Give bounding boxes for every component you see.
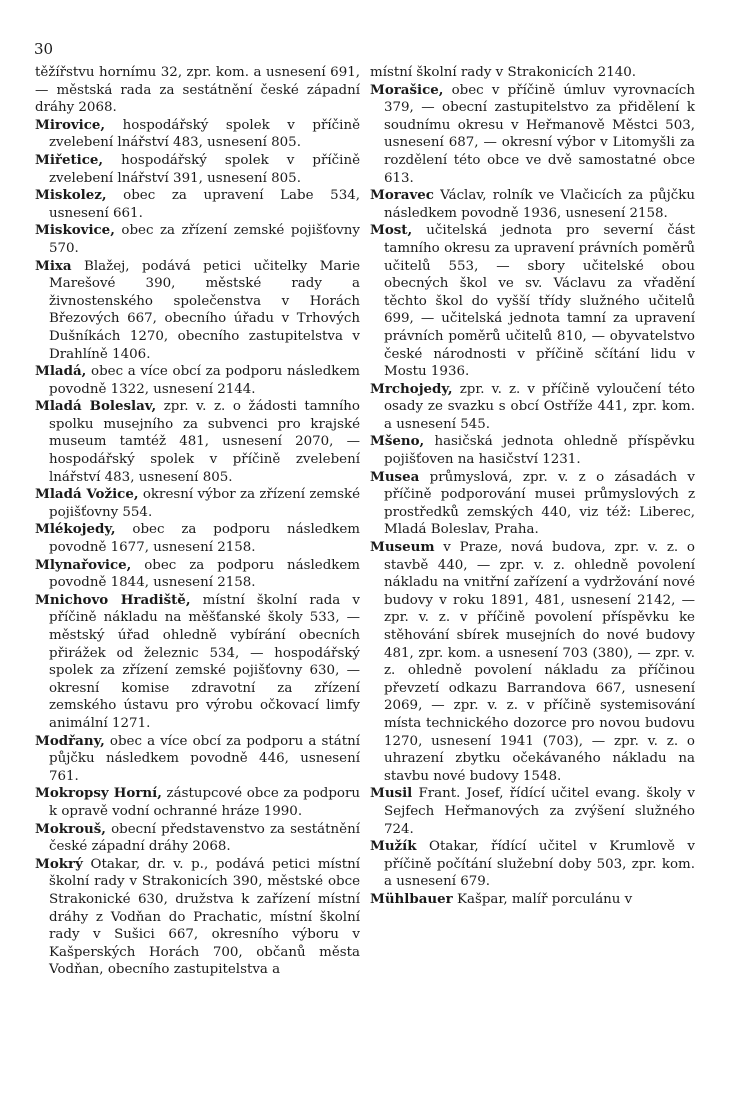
left-column: [35, 64, 360, 979]
index-entry: [35, 733, 360, 786]
entry-text: těžířstvu hornímu 32, zpr. kom. a usnesení 691, — městská rada za sestátnění české západní dráhy 2068.: [35, 65, 360, 116]
entry-text: místní školní rada v příčině nákladu na měšťanské školy 533, — městský úřad ohledně vybírání obecních přirážek od železnic 534, — hospodářský spolek za zřízení zemské pojišťovny 630, — okresní komise zdravotní za zřízení zemského ústavu pro výrobu očkovací limfy animální 1271.: [49, 592, 360, 731]
entry-heading: Mühlbauer: [370, 890, 453, 907]
entry-text: v Praze, nová budova, zpr. v. z. o stavbě 440, — zpr. v. z. ohledně povolení nákladu na vnitřní zařízení a vydržování nové budovy v roku 1891, 481, usnesení 2142, — zpr. v. z. v příčině povolení příspěvku ke stěhování sbírek musejních do nové budovy 481, zpr. kom. a usnesení 703 (380), — zpr. v. z. ohledně povolení nákladu za příčinou převzetí odkazu Barrandova 667, usnesení 2069, — zpr. v. z. v příčině systemisování místa technického dozorce pro novou budovu 1270, usnesení 1941 (703), — zpr. v. z. o uhrazení zbytku očekávaného nákladu na stavbu nové budovy 1548.: [384, 540, 695, 784]
index-entry: [35, 557, 360, 592]
entry-heading: Most,: [370, 222, 413, 239]
entry-heading: Modřany,: [35, 732, 105, 749]
entry-text: průmyslová, zpr. v. z o zásadách v příčině podporování musei průmyslových z prostředků zemských 440, viz též: Liberec, Mladá Boleslav, Praha.: [384, 469, 695, 538]
index-entry: [370, 785, 695, 838]
index-entry: [370, 222, 695, 380]
entry-heading: Morašice,: [370, 81, 444, 98]
entry-text: zpr. v. z. o žádosti tamního spolku musejního za subvenci pro krajské museum tamtéž 481, usnesení 2070, — hospodářský spolek v příčině zvelebení lnářství 483, usnesení 805.: [49, 399, 360, 485]
index-entry: [35, 486, 360, 521]
entry-text: hospodářský spolek v příčině zvelebení lnářství 483, usnesení 805.: [49, 117, 360, 151]
index-entry: [35, 856, 360, 979]
entry-text: Otakar, řídící učitel v Krumlově v příčině počítání služební doby 503, zpr. kom. a usnesení 679.: [384, 839, 695, 890]
entry-heading: Mladá Vožice,: [35, 486, 139, 503]
entry-text: Blažej, podává petici učitelky Marie Marešové 390, městské rady a živnostenského společenstva v Horách Březových 667, obecního úřadu v Trhových Dušníkách 1270, obecního zastupitelstva v Drahlíně 1406.: [49, 258, 360, 362]
page-number: 30: [34, 40, 54, 58]
entry-heading: Mladá Boleslav,: [35, 398, 157, 415]
entry-heading: Mirovice,: [35, 116, 106, 133]
index-entry: [35, 821, 360, 856]
index-entry: [370, 469, 695, 539]
index-entry: [35, 785, 360, 820]
index-entry: [35, 187, 360, 222]
index-entry: [35, 64, 360, 117]
entry-heading: Mlynařovice,: [35, 556, 132, 573]
entry-heading: Mšeno,: [370, 433, 425, 450]
index-entry: [370, 381, 695, 434]
entry-heading: Mlékojedy,: [35, 521, 116, 538]
entry-text: Václav, rolník ve Vlačicích za půjčku následkem povodně 1936, usnesení 2158.: [384, 188, 695, 221]
entry-heading: Mokrý: [35, 855, 83, 872]
entry-heading: Mrchojedy,: [370, 380, 453, 397]
entry-text: obec za podporu následkem povodně 1844, usnesení 2158.: [49, 557, 360, 591]
entry-text: obec za zřízení zemské pojišťovny 570.: [49, 223, 360, 256]
right-column: [370, 64, 695, 909]
entry-text: obecní představenstvo za sestátnění české západní dráhy 2068.: [49, 821, 360, 855]
index-entry: [370, 187, 695, 222]
index-entry: [370, 891, 695, 909]
entry-heading: Mnichovo Hradiště,: [35, 591, 191, 608]
entry-heading: Miřetice,: [35, 151, 104, 168]
entry-text: Kašpar, malíř porculánu v: [452, 891, 633, 907]
index-entry: [370, 838, 695, 891]
entry-heading: Moravec: [370, 187, 434, 204]
entry-text: obec a více obcí za podporu následkem povodně 1322, usnesení 2144.: [49, 364, 360, 397]
entry-text: učitelská jednota pro severní část tamního okresu za upravení právních poměrů učitelů 553, — sbory učitelské obou obecných škol ve sv. Václavu za vřadění těchto škol do vyšší třídy služného učitelů 699, — učitelská jednota tamní za upravení právních poměrů učitelů 810, — obyvatelstvo české národnosti v příčině sčítání lidu v Mostu 1936.: [384, 223, 695, 380]
index-entry: [35, 258, 360, 364]
entry-text: zástupcové obce za podporu k opravě vodní ochranné hráze 1990.: [49, 786, 360, 819]
entry-text: zpr. v. z. v příčině vyloučení této osady ze svazku s obcí Ostříže 441, zpr. kom. a usnesení 545.: [384, 381, 695, 432]
index-entry: [370, 433, 695, 468]
entry-text: obec za upravení Labe 534, usnesení 661.: [49, 188, 360, 221]
entry-text: okresní výbor za zřízení zemské pojišťovny 554.: [49, 487, 361, 520]
entry-text: Frant. Josef, řídící učitel evang. školy v Sejfech Heřmanových za zvýšení služného 724.: [384, 786, 695, 837]
index-entry: [370, 82, 695, 188]
index-entry: [35, 521, 360, 556]
entry-text: Otakar, dr. v. p., podává petici místní školní rady v Strakonicích 390, městské obce Strakonické 630, družstva k zařízení místní dráhy z Vodňan do Prachatic, místní školní rady v Sušici 667, okresního výboru v Kašperských Horách 700, občanů města Vodňan, obecního zastupitelstva a: [49, 856, 360, 978]
entry-text: obec za podporu následkem povodně 1677, usnesení 2158.: [49, 522, 360, 556]
entry-text: obec v příčině úmluv vyrovnacích 379, — obecní zastupitelstvo za přidělení k soudnímu okresu v Heřmanově Městci 503, usnesení 687, — okresní výbor v Litomyšli za rozdělení této obce ve dvě samostatné obce 613.: [384, 82, 695, 186]
entry-heading: Mokropsy Horní,: [35, 785, 162, 802]
entry-heading: Mladá,: [35, 363, 87, 380]
index-entry: [35, 363, 360, 398]
entry-text: hospodářský spolek v příčině zvelebení lnářství 391, usnesení 805.: [49, 152, 360, 186]
entry-heading: Mixa: [35, 257, 72, 274]
entry-heading: Mužík: [370, 838, 417, 855]
index-entry: [35, 152, 360, 187]
entry-heading: Miskovice,: [35, 222, 115, 239]
entry-heading: Musea: [370, 468, 420, 485]
index-entry: [35, 222, 360, 257]
index-entry: [370, 539, 695, 785]
entry-text: místní školní rady v Strakonicích 2140.: [370, 65, 637, 80]
entry-text: obec a více obcí za podporu a státní půjčku následkem povodně 446, usnesení 761.: [49, 733, 360, 784]
index-entry: [370, 64, 695, 82]
index-entry: [35, 117, 360, 152]
entry-text: hasičská jednota ohledně příspěvku pojišťoven na hasičství 1231.: [384, 434, 695, 468]
entry-heading: Mokrouš,: [35, 820, 106, 837]
entry-heading: Miskolez,: [35, 187, 107, 204]
entry-heading: Museum: [370, 539, 435, 556]
index-entry: [35, 592, 360, 733]
entry-heading: Musil: [370, 785, 413, 802]
index-entry: [35, 398, 360, 486]
